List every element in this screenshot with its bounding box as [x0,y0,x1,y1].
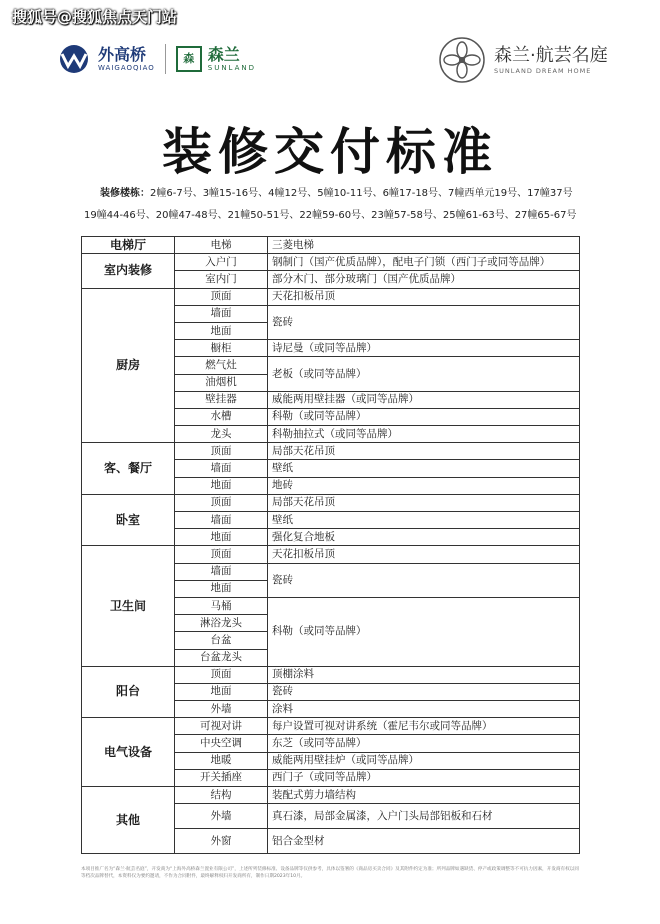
table-row [82,546,580,563]
item-cell: 水槽 [175,408,268,425]
table-row [82,718,580,735]
item-cell: 顶面 [175,443,268,460]
value-cell: 瓷砖 [268,305,580,339]
table-row [82,787,580,804]
item-cell: 可视对讲 [175,718,268,735]
item-cell: 台盆 [175,632,268,649]
item-cell: 地面 [175,322,268,339]
item-cell: 顶面 [175,546,268,563]
page-title: 装修交付标准 [162,123,498,181]
item-cell: 龙头 [175,426,268,443]
watermark: 搜狐号@搜狐焦点天门站 [12,8,178,26]
value-cell: 威能两用壁挂炉（或同等品牌） [268,752,580,769]
category-cell: 卧室 [82,494,175,546]
value-cell: 科勒（或同等品牌） [268,408,580,425]
header [0,0,660,108]
value-cell: 部分木门、部分玻璃门（国产优质品牌） [268,271,580,288]
item-cell: 开关插座 [175,769,268,786]
item-cell: 壁挂器 [175,391,268,408]
value-cell: 诗尼曼（或同等品牌） [268,340,580,357]
item-cell: 地面 [175,529,268,546]
value-cell: 科勒（或同等品牌） [268,597,580,666]
item-cell: 油烟机 [175,374,268,391]
item-cell: 橱柜 [175,340,268,357]
value-cell: 东芝（或同等品牌） [268,735,580,752]
item-cell: 马桶 [175,597,268,614]
item-cell: 顶面 [175,494,268,511]
category-cell: 电梯厅 [82,237,175,254]
item-cell: 地暖 [175,752,268,769]
value-cell: 壁纸 [268,512,580,529]
flower-emblem-icon [438,36,486,84]
item-cell: 外窗 [175,829,268,854]
value-cell: 老板（或同等品牌） [268,357,580,391]
developer-logos [56,44,256,74]
value-cell: 装配式剪力墙结构 [268,787,580,804]
value-cell: 真石漆，局部金属漆，入户门头局部铝板和石材 [268,804,580,829]
table-row [82,443,580,460]
item-cell: 入户门 [175,254,268,271]
category-cell: 阳台 [82,666,175,718]
disclaimer-footer: 本项目推广名为“森兰·航芸名庭”，开发商为“上海外高桥森兰置业有限公司”，上述所列装修标准、设备品牌等仅供参考，具体以签署的《商品房买卖合同》及其附件约定为准；所列品牌如遇缺货、停产或政策调整等不可抗力因素，开发商有权以同等档次品牌替代，本资料仅为要约邀请，不作为合同附件，最终解释权归开发商所有，制作日期2023年10月。 [81,867,579,879]
project-name-en: SUNLAND DREAM HOME [494,67,592,75]
table-row [82,254,580,271]
developer-name: 外高桥 [98,45,147,64]
value-cell: 铝合金型材 [268,829,580,854]
table-row [82,237,580,254]
value-cell: 局部天花吊顶 [268,443,580,460]
category-cell: 卫生间 [82,546,175,666]
value-cell: 每户设置可视对讲系统（霍尼韦尔或同等品牌） [268,718,580,735]
item-cell: 台盆龙头 [175,649,268,666]
value-cell: 西门子（或同等品牌） [268,769,580,786]
item-cell: 外墙 [175,804,268,829]
value-cell: 三菱电梯 [268,237,580,254]
value-cell: 顶棚涂料 [268,666,580,683]
category-cell: 电气设备 [82,718,175,787]
value-cell: 瓷砖 [268,563,580,597]
item-cell: 顶面 [175,288,268,305]
item-cell: 结构 [175,787,268,804]
item-cell: 地面 [175,683,268,700]
partner-name: 森兰 [207,45,240,64]
item-cell: 淋浴龙头 [175,615,268,632]
item-cell: 墙面 [175,512,268,529]
buildings-list-1: 2幢6-7号、3幢15-16号、4幢12号、5幢10-11号、6幢17-18号、7幢西单元19号、17幢37号 [150,188,573,199]
standards-table [81,236,580,854]
value-cell: 地砖 [268,477,580,494]
partner-name-en: SUNLAND [207,64,257,72]
item-cell: 燃气灶 [175,357,268,374]
table-row [82,666,580,683]
developer-name-en: WAIGAOQIAO [98,64,155,72]
item-cell: 地面 [175,477,268,494]
value-cell: 瓷砖 [268,683,580,700]
project-logo [438,36,608,84]
value-cell: 涂料 [268,701,580,718]
category-cell: 其他 [82,787,175,854]
category-cell: 室内装修 [82,254,175,288]
buildings-line-2: 19幢44-46号、20幢47-48号、21幢50-51号、22幢59-60号、23幢57-58号、25幢61-63号、27幢65-67号 [84,210,577,221]
item-cell: 墙面 [175,460,268,477]
item-cell: 墙面 [175,305,268,322]
value-cell: 天花扣板吊顶 [268,546,580,563]
buildings-line-1 [100,187,660,201]
category-cell: 客、餐厅 [82,443,175,495]
item-cell: 地面 [175,580,268,597]
value-cell: 钢制门（国产优质品牌），配电子门锁（西门子或同等品牌） [268,254,580,271]
value-cell: 壁纸 [268,460,580,477]
project-name: 森兰·航芸名庭 [494,45,608,66]
buildings-label: 装修楼栋： [100,188,150,199]
item-cell: 中央空调 [175,735,268,752]
value-cell: 科勒抽拉式（或同等品牌） [268,426,580,443]
item-cell: 墙面 [175,563,268,580]
item-cell: 外墙 [175,701,268,718]
category-cell: 厨房 [82,288,175,443]
table-row [82,288,580,305]
value-cell: 天花扣板吊顶 [268,288,580,305]
value-cell: 强化复合地板 [268,529,580,546]
waigaoqiao-logo-icon [56,44,92,74]
item-cell: 电梯 [175,237,268,254]
item-cell: 顶面 [175,666,268,683]
value-cell: 局部天花吊顶 [268,494,580,511]
sunland-logo-icon: 森 [176,46,202,72]
logo-divider [165,44,166,74]
item-cell: 室内门 [175,271,268,288]
value-cell: 威能两用壁挂器（或同等品牌） [268,391,580,408]
table-row [82,494,580,511]
